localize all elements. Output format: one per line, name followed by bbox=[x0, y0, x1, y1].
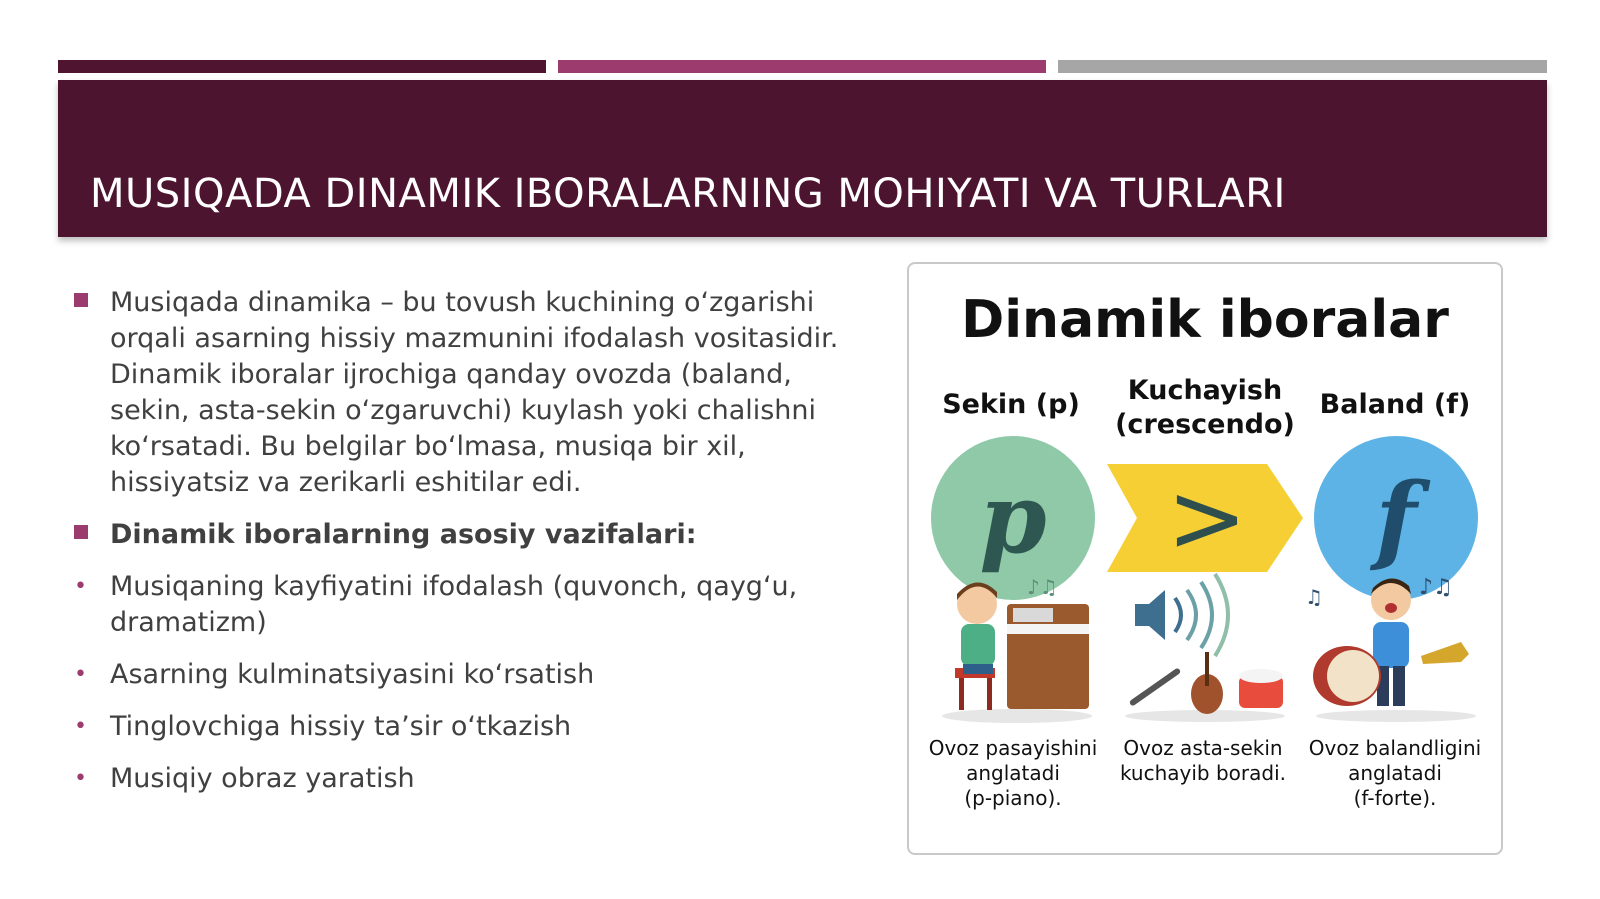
figure-title: Dinamik iboralar bbox=[961, 290, 1449, 350]
dot-bullet-icon: • bbox=[74, 714, 87, 739]
label-piano bbox=[921, 388, 1101, 422]
svg-text:♪♫: ♪♫ bbox=[1419, 575, 1453, 600]
caption-crescendo-line2: kuchayib boradi. bbox=[1119, 761, 1287, 785]
content-body bbox=[70, 285, 870, 813]
label-forte-line: Baland (f) bbox=[1319, 389, 1471, 420]
caption-forte-line1: Ovoz balandligini bbox=[1308, 736, 1482, 760]
label-crescendo-line1: Kuchayish bbox=[1127, 375, 1283, 406]
label-forte bbox=[1305, 388, 1485, 422]
label-crescendo bbox=[1105, 374, 1305, 442]
list-item-text: Asarning kulminatsiyasini ko‘rsatish bbox=[110, 659, 595, 690]
slide-title: MUSIQADA DINAMIK IBORALARNING MOHIYATI VA TURLARI bbox=[90, 171, 1286, 217]
list-item-text: Musiqiy obraz yaratish bbox=[110, 763, 415, 794]
svg-text:♫: ♫ bbox=[1305, 585, 1323, 609]
dot-bullet-icon: • bbox=[74, 766, 87, 791]
subheading-item bbox=[70, 517, 870, 553]
intro-paragraph bbox=[70, 285, 870, 501]
list-item bbox=[70, 761, 870, 797]
intro-text: Musiqada dinamika – bu tovush kuchining o‘zgarishi orqali asarning hissiy mazmunini ifodalash vositasidir. Dinamik iboralar ijrochiga qanday ovozda (baland, sekin, asta-sekin o‘zgaruvchi) kuylash yoki chalishni ko‘rsatadi. Bu belgilar bo‘lmasa, musiqa bir xil, hissiyatsiz va zerikarli eshitilar edi. bbox=[110, 287, 839, 498]
caption-forte-line3: (f-forte). bbox=[1353, 786, 1437, 810]
caption-piano-line3: (p-piano). bbox=[964, 786, 1062, 810]
caption-crescendo-line1: Ovoz asta-sekin bbox=[1123, 736, 1283, 760]
dot-bullet-icon: • bbox=[74, 574, 87, 599]
caption-piano bbox=[915, 736, 1111, 811]
caption-forte bbox=[1297, 736, 1493, 811]
dot-bullet-icon: • bbox=[74, 662, 87, 687]
list-item bbox=[70, 709, 870, 745]
list-item bbox=[70, 569, 870, 641]
title-band bbox=[58, 80, 1547, 237]
child-piano-icon bbox=[927, 564, 1097, 724]
label-crescendo-line2: (crescendo) bbox=[1115, 409, 1295, 440]
caption-crescendo bbox=[1105, 736, 1301, 786]
forte-symbol: f bbox=[1375, 461, 1417, 575]
caption-piano-line2: anglatadi bbox=[966, 761, 1060, 785]
dynamics-figure bbox=[907, 262, 1503, 855]
accent-bar-dark bbox=[58, 60, 546, 73]
list-item-text: Musiqaning kayfiyatini ifodalash (quvonch, qayg‘u, dramatizm) bbox=[110, 571, 798, 638]
crescendo-symbol: > bbox=[1166, 462, 1248, 574]
accent-bar-pink bbox=[558, 60, 1046, 73]
square-bullet-icon bbox=[74, 293, 88, 307]
accent-bar-gray bbox=[1058, 60, 1547, 73]
instruments-icon bbox=[1115, 564, 1295, 724]
child-singing-icon bbox=[1301, 564, 1491, 724]
caption-piano-line1: Ovoz pasayishini bbox=[928, 736, 1098, 760]
list-item-text: Tinglovchiga hissiy ta’sir o‘tkazish bbox=[110, 711, 572, 742]
svg-text:♪♫: ♪♫ bbox=[1027, 575, 1058, 599]
piano-symbol: p bbox=[979, 461, 1047, 575]
caption-forte-line2: anglatadi bbox=[1348, 761, 1442, 785]
subheading-text: Dinamik iboralarning asosiy vazifalari: bbox=[110, 519, 697, 550]
list-item bbox=[70, 657, 870, 693]
label-piano-line: Sekin (p) bbox=[942, 389, 1080, 420]
square-bullet-icon bbox=[74, 525, 88, 539]
